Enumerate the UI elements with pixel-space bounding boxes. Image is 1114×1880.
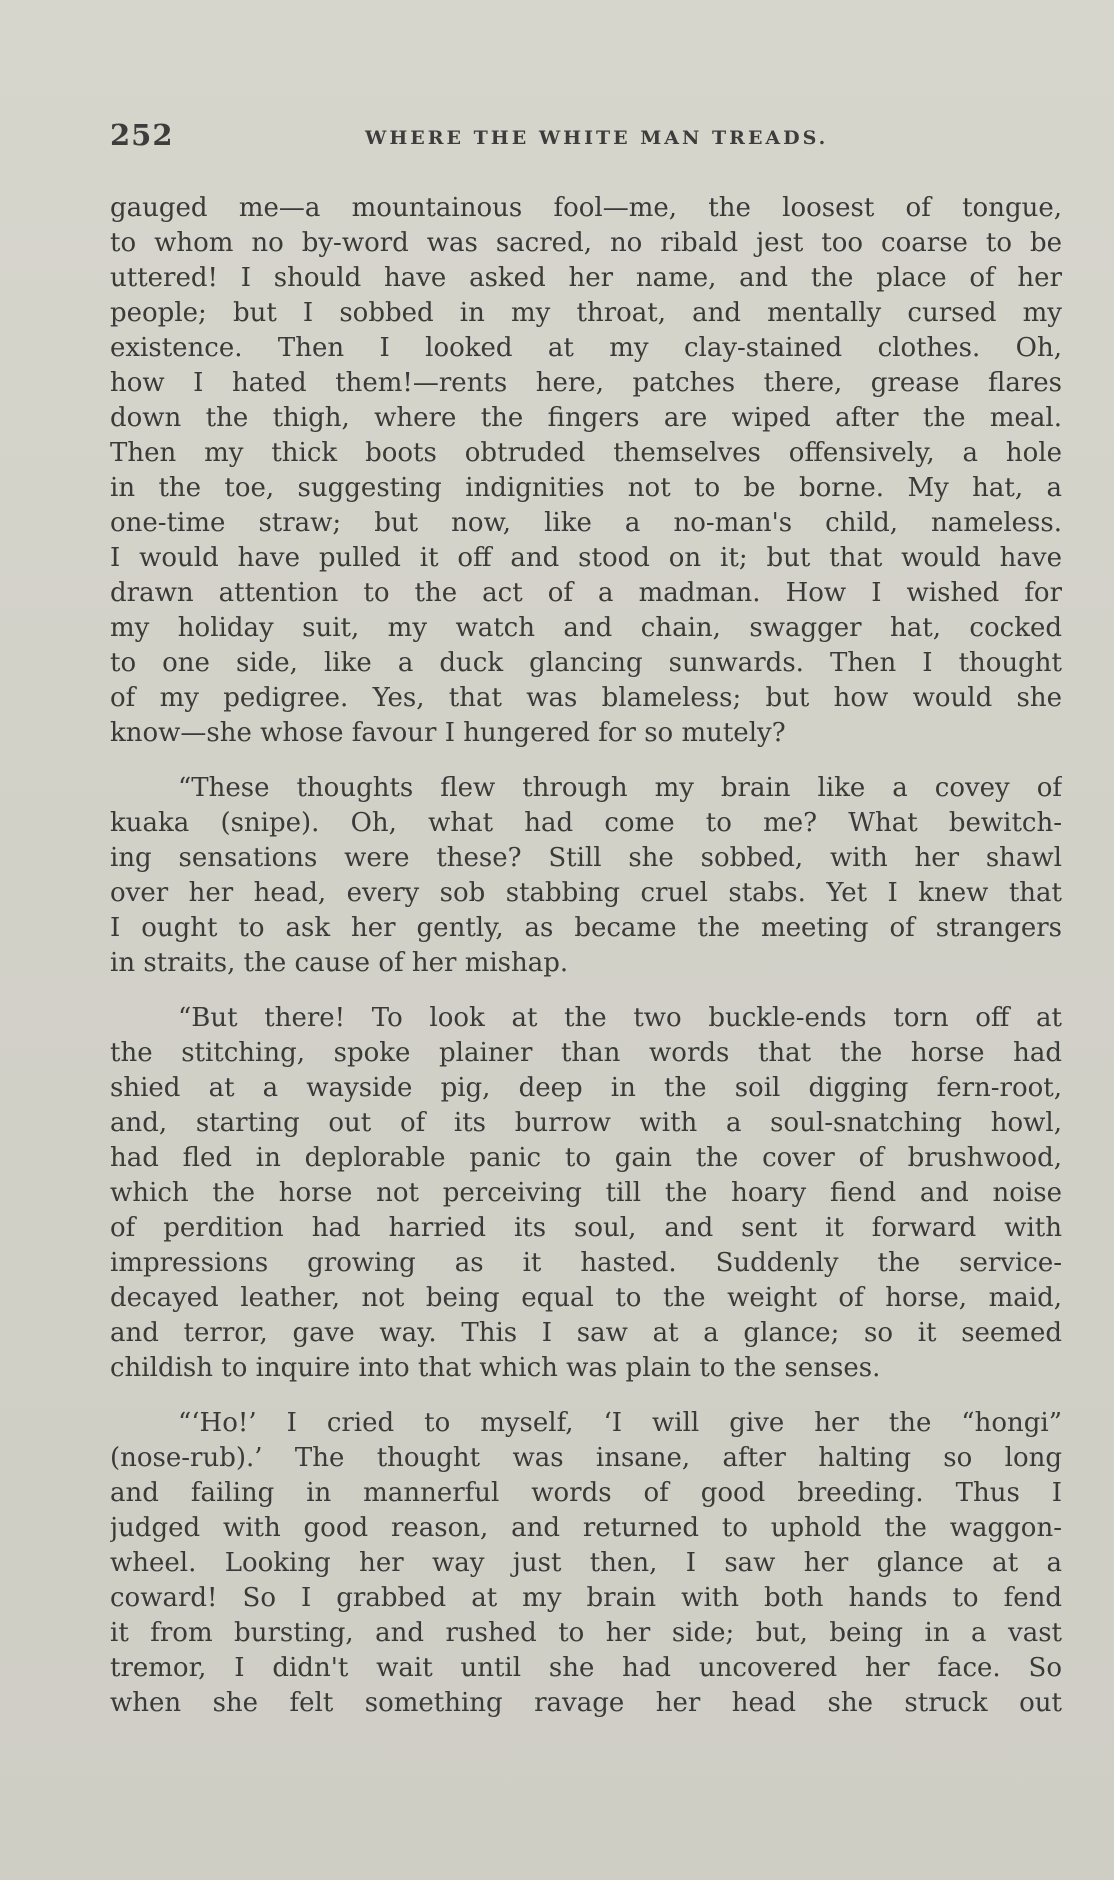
text-line: impressions growing as it hasted. Suddenly the service- [110,1248,1062,1278]
text-line: when she felt something ravage her head she struck out [110,1688,1062,1718]
text-line: how I hated them!—rents here, patches there, grease flares [110,368,1062,398]
text-line: coward! So I grabbed at my brain with both hands to fend [110,1583,1062,1613]
text-line: the stitching, spoke plainer than words that the horse had [110,1038,1062,1068]
text-line: and, starting out of its burrow with a soul-snatching howl, [110,1108,1062,1138]
text-line: decayed leather, not being equal to the weight of horse, maid, [110,1283,1062,1313]
running-head: WHERE THE WHITE MAN TREADS. [365,127,829,149]
text-line: uttered! I should have asked her name, and the place of her [110,263,1062,293]
text-line: existence. Then I looked at my clay-stained clothes. Oh, [110,333,1062,363]
text-line: in straits, the cause of her mishap. [110,948,569,978]
text-line: of my pedigree. Yes, that was blameless; but how would she [110,683,1062,713]
paragraph [110,1406,1062,1721]
text-line: people; but I sobbed in my throat, and mentally cursed my [110,298,1062,328]
text-line: I ought to ask her gently, as became the meeting of strangers [110,913,1062,943]
text-line: know—she whose favour I hungered for so mutely? [110,718,786,748]
page-header [110,118,1062,158]
text-line: ing sensations were these? Still she sobbed, with her shawl [110,843,1062,873]
text-line: “‘Ho!’ I cried to myself, ‘I will give her the “hongi” [178,1408,1062,1438]
text-line: over her head, every sob stabbing cruel stabs. Yet I knew that [110,878,1062,908]
page-number: 252 [110,118,174,152]
text-line: in the toe, suggesting indignities not to be borne. My hat, a [110,473,1062,503]
paragraph [110,1001,1062,1386]
text-line: Then my thick boots obtruded themselves offensively, a hole [110,438,1062,468]
paragraph [110,771,1062,981]
text-line: judged with good reason, and returned to uphold the waggon- [110,1513,1062,1543]
text-line: childish to inquire into that which was plain to the senses. [110,1353,881,1383]
text-line: wheel. Looking her way just then, I saw her glance at a [110,1548,1062,1578]
text-line: shied at a wayside pig, deep in the soil digging fern-root, [110,1073,1062,1103]
text-line: “But there! To look at the two buckle-ends torn off at [178,1003,1062,1033]
text-line: one-time straw; but now, like a no-man's child, nameless. [110,508,1062,538]
text-line: to one side, like a duck glancing sunwards. Then I thought [110,648,1062,678]
text-line: I would have pulled it off and stood on it; but that would have [110,543,1062,573]
text-line: drawn attention to the act of a madman. How I wished for [110,578,1062,608]
text-line: it from bursting, and rushed to her side; but, being in a vast [110,1618,1062,1648]
text-line: of perdition had harried its soul, and sent it forward with [110,1213,1062,1243]
text-line: (nose-rub).’ The thought was insane, after halting so long [110,1443,1062,1473]
text-line: down the thigh, where the fingers are wiped after the meal. [110,403,1062,433]
text-line: to whom no by-word was sacred, no ribald jest too coarse to be [110,228,1062,258]
text-line: tremor, I didn't wait until she had uncovered her face. So [110,1653,1062,1683]
text-line: had fled in deplorable panic to gain the cover of brushwood, [110,1143,1062,1173]
text-line: kuaka (snipe). Oh, what had come to me? What bewitch- [110,808,1062,838]
text-line: and failing in mannerful words of good breeding. Thus I [110,1478,1062,1508]
text-line: gauged me—a mountainous fool—me, the loosest of tongue, [110,193,1062,223]
text-line: my holiday suit, my watch and chain, swagger hat, cocked [110,613,1062,643]
paragraph [110,191,1062,751]
body-text [110,191,1062,1741]
text-line: and terror, gave way. This I saw at a glance; so it seemed [110,1318,1062,1348]
text-line: “These thoughts flew through my brain like a covey of [178,773,1062,803]
text-line: which the horse not perceiving till the hoary fiend and noise [110,1178,1062,1208]
